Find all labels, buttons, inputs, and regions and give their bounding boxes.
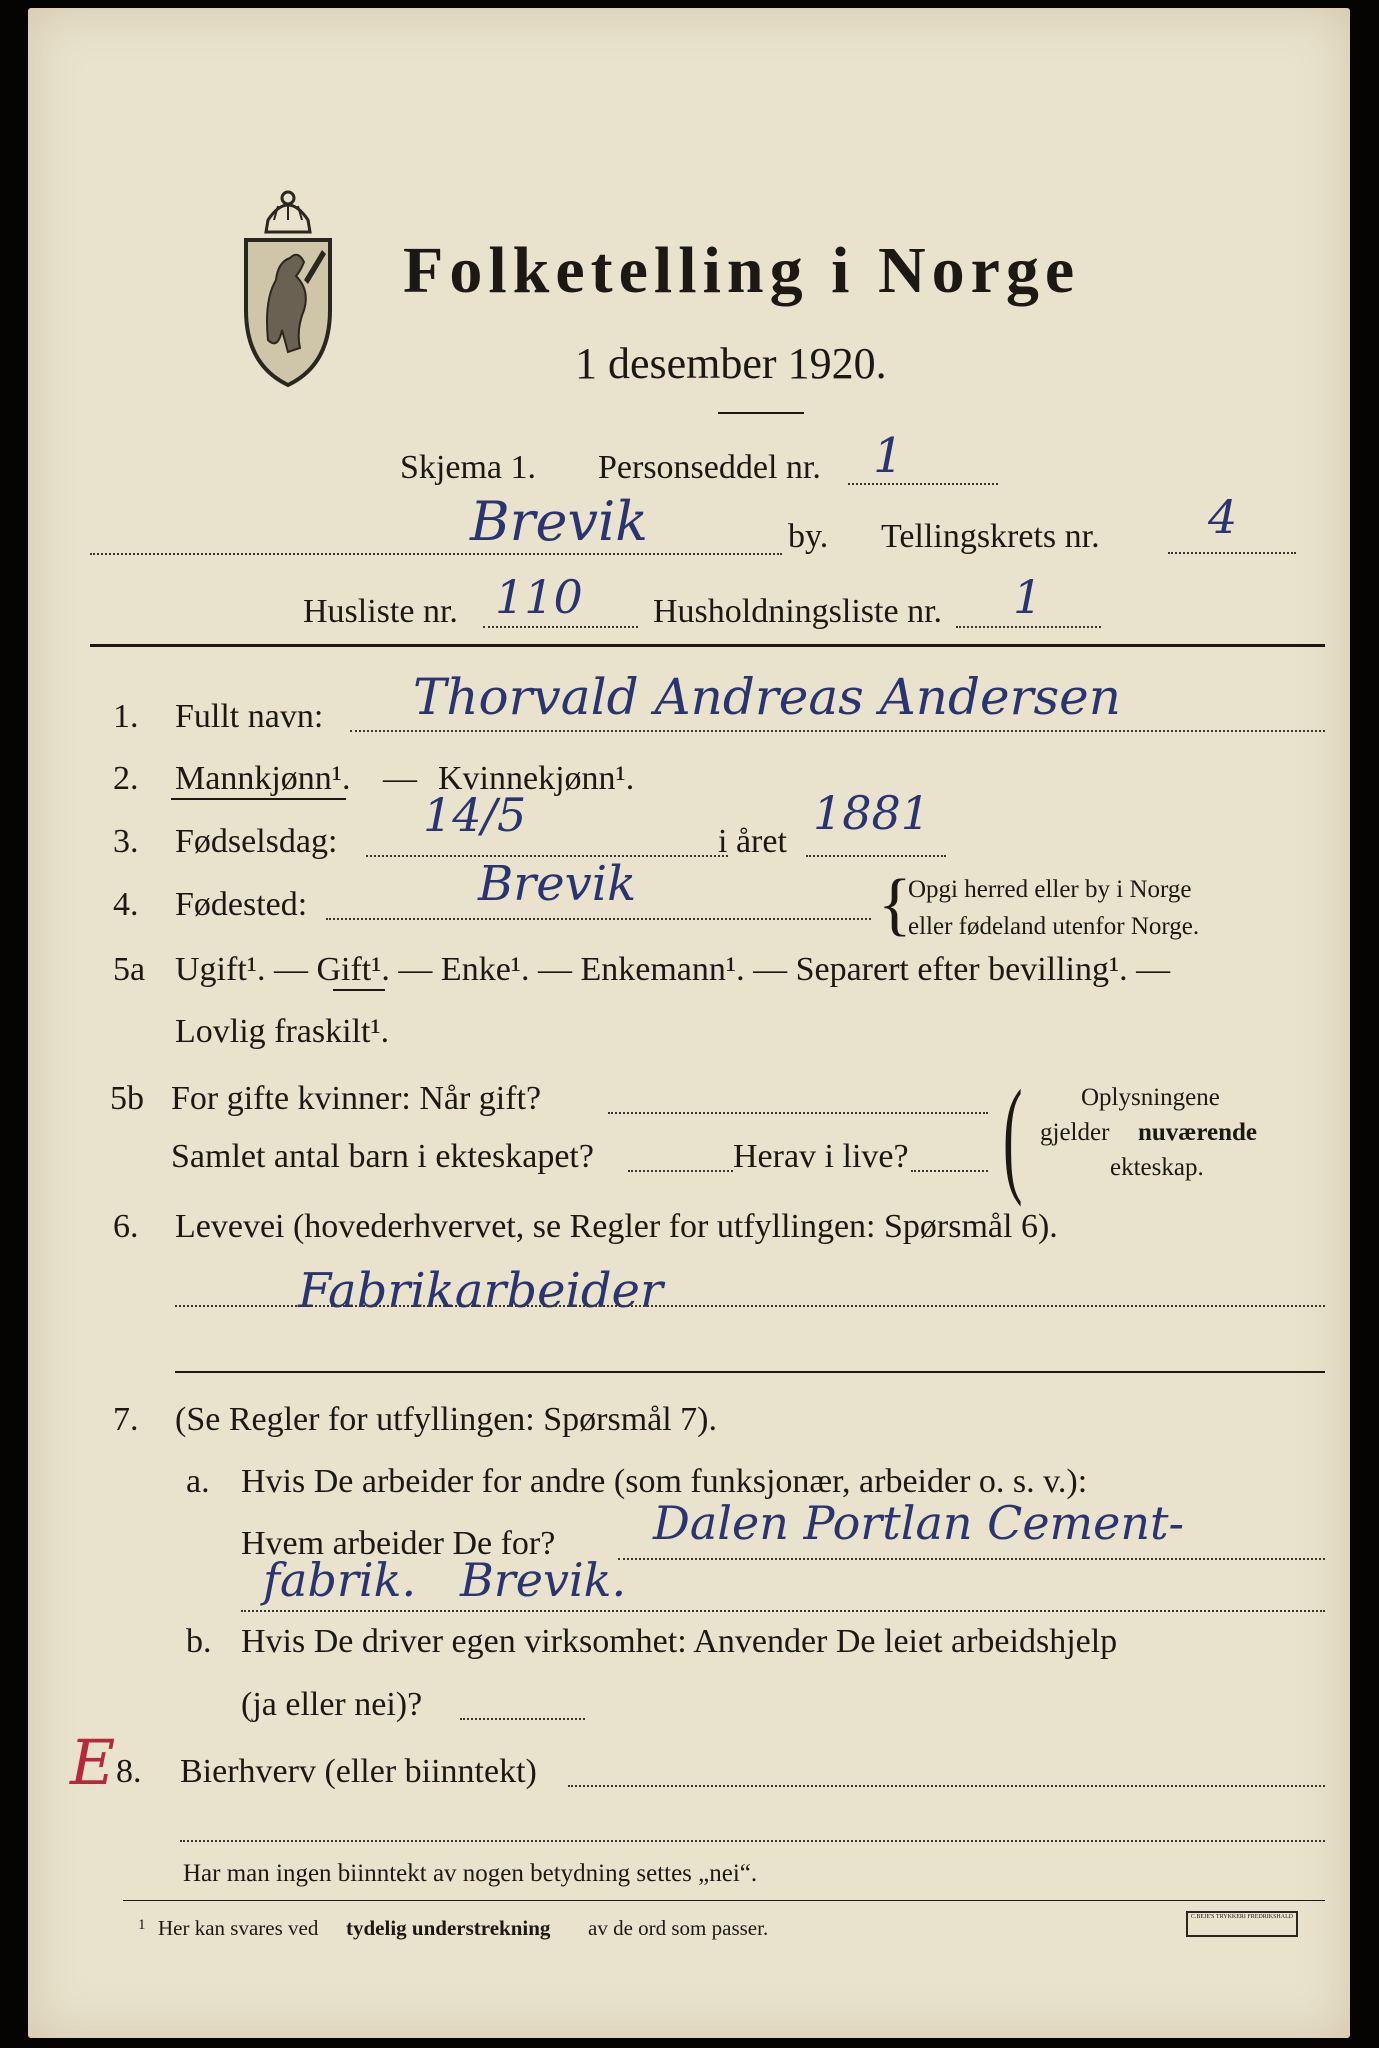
q4-birthplace: Brevik [478, 856, 637, 912]
q8-label: Bierhverv (eller biinntekt) [180, 1753, 537, 1790]
q5a-gift-underline [333, 989, 385, 991]
tellingskrets-value: 4 [1208, 490, 1238, 544]
form-title: Folketelling i Norge [403, 234, 1081, 307]
tellingskrets-line [1168, 552, 1296, 554]
by-value: Brevik [470, 490, 648, 553]
q6-label: Levevei (hovederhvervet, se Regler for utfyllingen: Spørsmål 6). [175, 1208, 1058, 1245]
q5b-note-line2b: nuværende [1138, 1119, 1258, 1146]
husholdningsliste-line [956, 626, 1101, 628]
by-label: by. [788, 518, 829, 555]
q8-margin-mark: E [70, 1726, 116, 1799]
skjema-label: Skjema 1. [400, 449, 536, 486]
q4-note-line1: Opgi herred eller by i Norge [908, 876, 1192, 903]
census-date: 1 desember 1920. [575, 339, 887, 388]
q7a-employer-line1: Dalen Portlan Cement- [653, 1496, 1185, 1550]
tellingskrets-label: Tellingskrets nr. [881, 518, 1100, 555]
q5b-alive-label: Herav i live? [733, 1138, 909, 1175]
q3-birth-year: 1881 [813, 786, 931, 840]
q7a-line2 [241, 1610, 1325, 1612]
q7b-line [460, 1718, 585, 1720]
q4-number: 4. [113, 886, 139, 923]
q5b-note-line1: Oplysningene [1081, 1084, 1220, 1111]
q5b-note-line2a: gjelder [1040, 1119, 1110, 1146]
q7a-line1 [618, 1558, 1325, 1560]
q7b-letter: b. [186, 1623, 212, 1660]
q7-number: 7. [113, 1401, 139, 1438]
q6-number: 6. [113, 1208, 139, 1245]
husholdningsliste-label: Husholdningsliste nr. [653, 593, 943, 630]
q6-line2 [175, 1371, 1325, 1373]
q6-occupation: Fabrikarbeider [298, 1263, 663, 1319]
footnote-text-a: Her kan svares ved [158, 1916, 319, 1940]
printer-stamp: C.BEJE'S TRYKKERI FREDRIKSHALD [1186, 1911, 1298, 1937]
q8-line1 [568, 1785, 1325, 1787]
q7a-question: Hvem arbeider De for? [241, 1525, 556, 1562]
husliste-line [483, 626, 638, 628]
q3-year-label: i året [718, 823, 787, 860]
q2-male: Mannkjønn¹. [175, 760, 351, 797]
footnote-text-b: tydelig understrekning [346, 1916, 551, 1940]
footer-divider [123, 1900, 1325, 1901]
personseddel-label: Personseddel nr. [598, 449, 821, 486]
q4-note-line2: eller fødeland utenfor Norge. [908, 913, 1200, 940]
q2-separator: — [383, 760, 417, 797]
q5b-married-label: For gifte kvinner: Når gift? [171, 1080, 542, 1117]
q4-label: Fødested: [175, 886, 308, 923]
q8-number: 8. [116, 1753, 142, 1790]
q5b-children-label: Samlet antal barn i ekteskapet? [171, 1138, 594, 1175]
title-divider [718, 412, 804, 414]
q7a-text: Hvis De arbeider for andre (som funksjonær, arbeider o. s. v.): [241, 1463, 1088, 1500]
q5a-divorced-option: Lovlig fraskilt¹. [175, 1013, 390, 1050]
personseddel-value: 1 [873, 428, 904, 484]
q7b-text: Hvis De driver egen virksomhet: Anvender De leiet arbeidshjelp [241, 1623, 1118, 1660]
q5b-married-line [608, 1112, 988, 1114]
q1-full-name: Thorvald Andreas Andersen [413, 668, 1121, 726]
footnote-number: 1 [138, 1917, 146, 1933]
q5b-bracket: ( [1003, 1064, 1023, 1208]
personseddel-line [848, 483, 998, 485]
q5a-number: 5a [113, 951, 146, 988]
footer-note: Har man ingen biinntekt av nogen betydning settes „nei“. [183, 1860, 758, 1887]
q7a-employer-line2: fabrik. Brevik. [263, 1553, 627, 1607]
q3-label: Fødselsdag: [175, 823, 338, 860]
q3-year-line [806, 855, 946, 857]
husliste-label: Husliste nr. [303, 593, 458, 630]
census-form-sheet [28, 8, 1350, 2038]
q1-label: Fullt navn: [175, 698, 324, 735]
q8-line2 [180, 1840, 1325, 1842]
q7-label: (Se Regler for utfyllingen: Spørsmål 7). [175, 1401, 718, 1438]
q5b-children-line [628, 1170, 733, 1172]
q2-male-underline [171, 798, 346, 800]
q1-line [350, 730, 1325, 732]
q5b-alive-line [911, 1170, 988, 1172]
by-line [90, 553, 782, 555]
q4-line [326, 918, 871, 920]
q4-brace: { [878, 866, 912, 943]
q7a-letter: a. [186, 1463, 210, 1500]
q3-number: 3. [113, 823, 139, 860]
husholdningsliste-value: 1 [1013, 570, 1043, 624]
husliste-value: 110 [495, 570, 583, 624]
q3-birth-date: 14/5 [423, 788, 527, 842]
q2-number: 2. [113, 760, 139, 797]
q5a-marital-options: Ugift¹. — Gift¹. — Enke¹. — Enkemann¹. — Separert efter bevilling¹. — [175, 951, 1171, 988]
header-divider [90, 644, 1325, 647]
coat-of-arms-icon [238, 180, 338, 390]
q1-number: 1. [113, 698, 139, 735]
q5b-number: 5b [110, 1080, 144, 1117]
q6-line1 [175, 1305, 1325, 1307]
q2-female: Kvinnekjønn¹. [438, 760, 635, 797]
q5b-note-line3: ekteskap. [1110, 1154, 1204, 1181]
footnote-text-c: av de ord som passer. [588, 1916, 769, 1940]
q7b-question: (ja eller nei)? [241, 1686, 423, 1723]
